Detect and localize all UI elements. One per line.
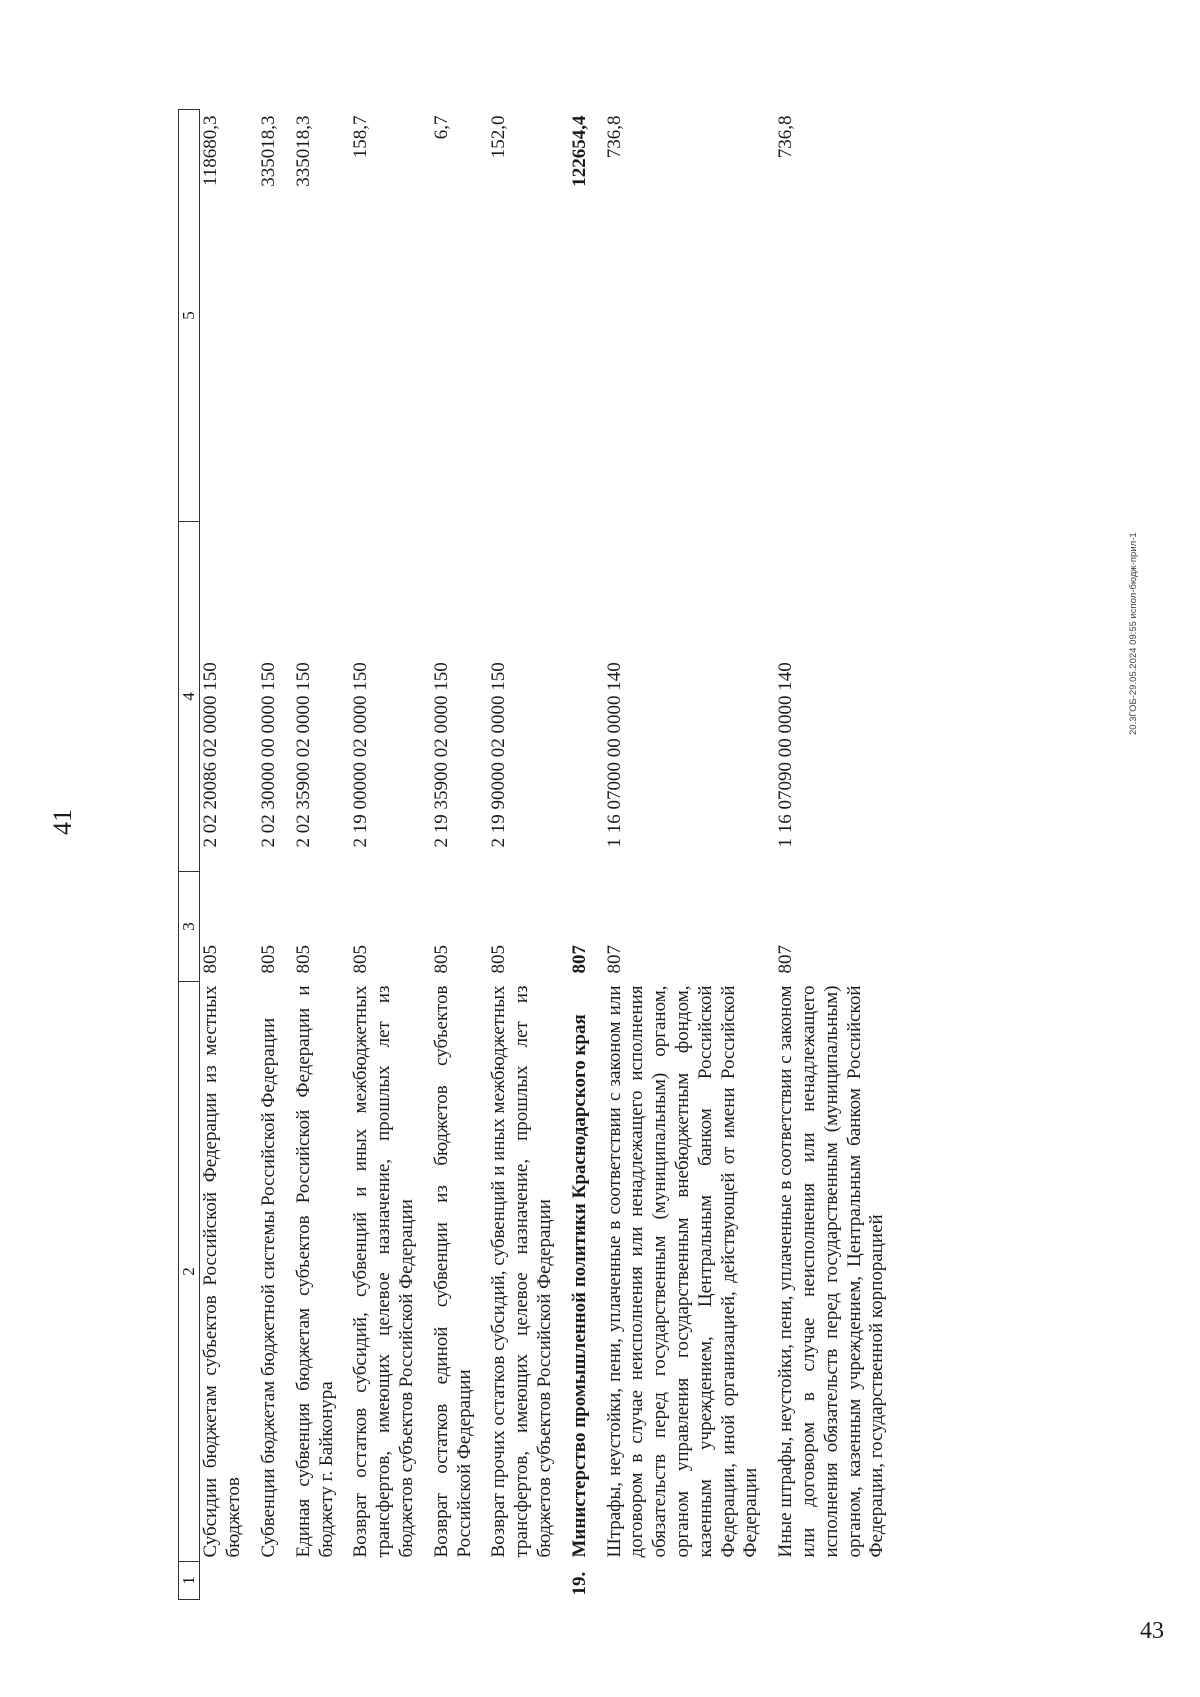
- table-row: [200, 110, 258, 1600]
- row-name: Иные штрафы, неустойки, пени, уплаченные в соответствии с законом или договором в случае неисполнения или ненадлежащего исполнения обязательств перед государственным (муниципальным) органом, казенным учреждением, Центральным банком Российской Федерации, государственной корпорацией: [775, 985, 888, 1558]
- row-admin-code: 807: [603, 945, 625, 974]
- row-budget-code: 2 19 00000 02 0000 150: [350, 662, 372, 848]
- table-row: [488, 110, 568, 1600]
- row-amount: 158,7: [350, 115, 372, 159]
- row-budget-code: 1 16 07090 00 0000 140: [775, 662, 797, 848]
- row-name: Возврат остатков субсидий, субвенций и иных межбюджетных трансфертов, имеющих целевое назначение, прошлых лет из бюджетов субъектов Российской Федерации: [350, 985, 417, 1558]
- row-budget-code: 1 16 07000 00 0000 140: [603, 662, 625, 848]
- row-budget-code: 2 19 35900 02 0000 150: [430, 662, 452, 848]
- row-admin-code: 805: [430, 945, 452, 974]
- row-number: [604, 1562, 776, 1600]
- row-budget-code: 2 19 90000 02 0000 150: [488, 662, 510, 848]
- row-name: Возврат прочих остатков субсидий, субвенций и иных межбюджетных трансфертов, имеющих целевое назначение, прошлых лет из бюджетов субъектов Российской Федерации: [488, 985, 555, 1558]
- header-col-3: 3: [179, 872, 200, 982]
- row-number: [293, 1562, 351, 1600]
- row-number: [258, 1562, 293, 1600]
- row-amount: 335018,3: [292, 115, 314, 187]
- header-col-1: 1: [179, 1562, 200, 1600]
- row-amount: 335018,3: [257, 115, 279, 187]
- table-row: [569, 110, 604, 1600]
- row-admin-code: 805: [350, 945, 372, 974]
- table-row: [293, 110, 351, 1600]
- row-budget-code: [569, 522, 604, 872]
- row-number: [350, 1562, 430, 1600]
- row-number: [488, 1562, 568, 1600]
- row-admin-code: 805: [292, 945, 314, 974]
- table-row: [604, 110, 776, 1600]
- row-amount: 118680,3: [200, 115, 222, 187]
- row-number: 19.: [568, 1571, 590, 1596]
- row-number: [200, 1562, 258, 1600]
- table-row: [350, 110, 430, 1600]
- row-amount: 152,0: [488, 115, 510, 159]
- row-name: Единая субвенция бюджетам субъектов Российской Федерации и бюджету г. Байконура: [292, 985, 337, 1558]
- row-admin-code: 807: [775, 945, 797, 974]
- row-name: Субсидии бюджетам субъектов Российской Федерации из местных бюджетов: [200, 985, 245, 1558]
- table-header-row: [179, 110, 200, 1600]
- row-budget-code: 2 02 35900 02 0000 150: [292, 662, 314, 848]
- row-admin-code: 805: [488, 945, 510, 974]
- header-col-4: 4: [179, 522, 200, 872]
- document-stamp: 20.3ГОБ-29.05.2024 09:55 испол-бюдж-прил-1: [1128, 532, 1139, 735]
- row-number: [431, 1562, 489, 1600]
- table-row: [258, 110, 293, 1600]
- row-amount: 122654,4: [568, 115, 590, 187]
- row-admin-code: 805: [257, 945, 279, 974]
- row-admin-code: 805: [200, 945, 222, 974]
- header-col-2: 2: [179, 982, 200, 1562]
- row-amount: 736,8: [775, 115, 797, 159]
- row-name: Министерство промышленной политики Краснодарского края: [568, 1014, 590, 1558]
- row-name: Субвенции бюджетам бюджетной системы Российской Федерации: [257, 1017, 279, 1558]
- table-row: [431, 110, 489, 1600]
- page-number-top: 41: [48, 809, 77, 835]
- page-number-bottom: 43: [1140, 1618, 1164, 1644]
- row-amount: 6,7: [430, 115, 452, 140]
- row-name: Возврат остатков единой субвенции из бюджетов субъектов Российской Федерации: [430, 985, 475, 1558]
- row-budget-code: 2 02 30000 00 0000 150: [257, 662, 279, 848]
- table-row: [775, 110, 901, 1600]
- row-number: [775, 1562, 901, 1600]
- row-budget-code: 2 02 20086 02 0000 150: [200, 662, 222, 848]
- row-admin-code: 807: [568, 945, 590, 974]
- row-name: Штрафы, неустойки, пени, уплаченные в соответствии с законом или договором в случае неисполнения или ненадлежащего исполнения обязательств перед государственным (муниципальным) органом, органом управления государственным внебюджетным фондом, казенным учреждением, Центральным банком Российской Федерации, иной организацией, действующей от имени Российской Федерации: [603, 985, 762, 1558]
- budget-table: [178, 109, 901, 1600]
- budget-table-rotated: [178, 110, 1198, 1600]
- header-col-5: 5: [179, 110, 200, 522]
- row-amount: 736,8: [603, 115, 625, 159]
- table-body: [200, 110, 901, 1600]
